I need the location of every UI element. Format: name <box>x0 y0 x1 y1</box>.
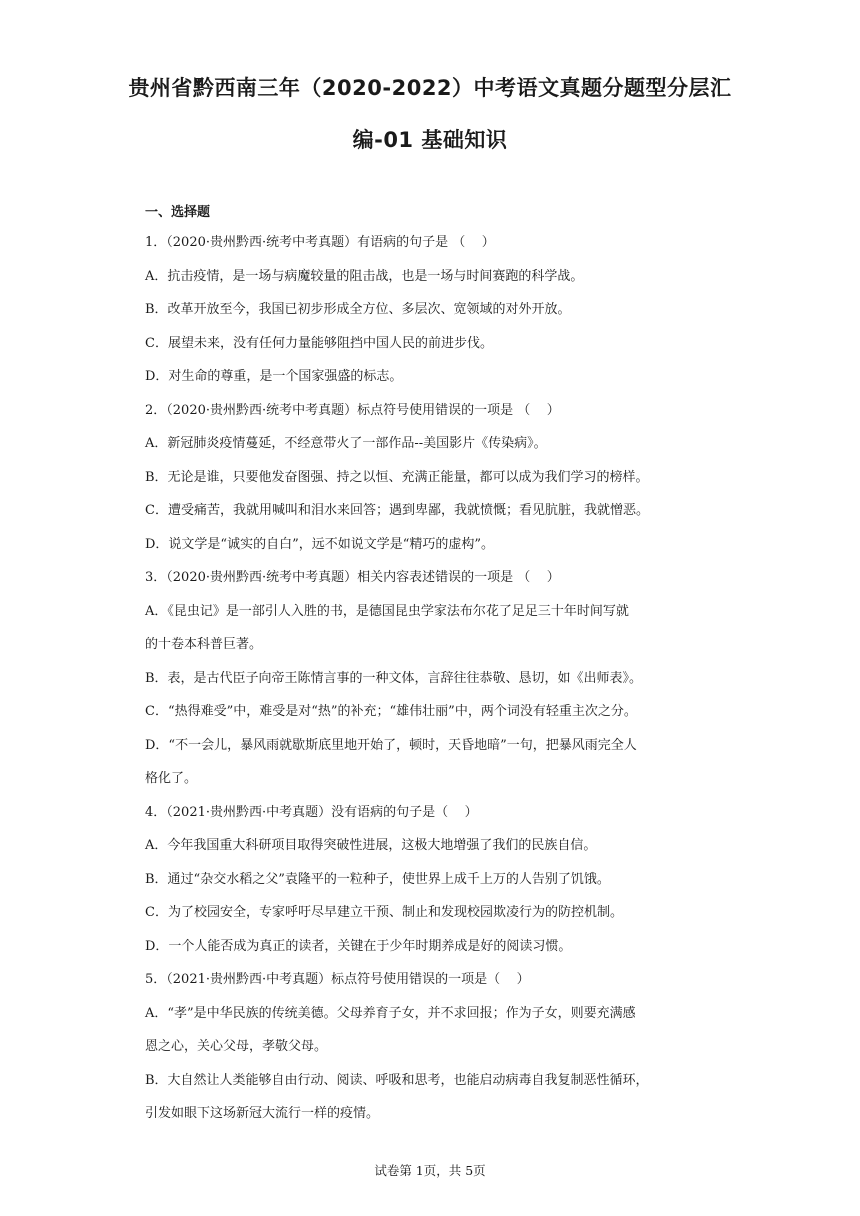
question-stem: 2．（2020·贵州黔西·统考中考真题）标点符号使用错误的一项是 （ ） <box>145 402 560 418</box>
option-b: B．无论是谁，只要他发奋图强、持之以恒、充满正能量，都可以成为我们学习的榜样。 <box>145 469 649 485</box>
option-a: A．今年我国重大科研项目取得突破性进展，这极大地增强了我们的民族自信。 <box>145 838 597 853</box>
option-d-continued: 格化了。 <box>145 771 198 786</box>
title-line-1: 贵州省黔西南三年（2020-2022）中考语文真题分题型分层汇 <box>128 76 732 100</box>
option-b: B．表，是古代臣子向帝王陈情言事的一种文体，言辞往往恭敬、恳切，如《出师表》。 <box>145 670 643 686</box>
option-b: B．通过“杂交水稻之父”袁隆平的一粒种子，使世界上成千上万的人告别了饥饿。 <box>145 871 610 887</box>
question-4 <box>145 796 725 964</box>
option-a-continued: 的十卷本科普巨著。 <box>145 637 263 652</box>
question-1 <box>145 226 725 394</box>
option-b-continued: 引发如眼下这场新冠大流行一样的疫情。 <box>145 1106 380 1121</box>
option-c: C．“热得难受”中，难受是对“热”的补充；“雄伟壮丽”中，两个词没有轻重主次之分。 <box>145 704 637 719</box>
page-footer: 试卷第 1页，共 5页 <box>374 1163 486 1178</box>
option-b: B．改革开放至今，我国已初步形成全方位、多层次、宽领域的对外开放。 <box>145 302 571 317</box>
option-b: B．大自然让人类能够自由行动、阅读、呼吸和思考，也能启动病毒自我复制恶性循环， <box>145 1072 649 1088</box>
question-stem: 4．（2021·贵州黔西·中考真题）没有语病的句子是（ ） <box>145 804 478 820</box>
option-a: A．“孝”是中华民族的传统美德。父母养育子女，并不求回报；作为子女，则要充满感 <box>145 1005 636 1021</box>
option-d: D．说文学是“诚实的自白”，远不如说文学是“精巧的虚构”。 <box>145 536 495 552</box>
question-stem: 1．（2020·贵州黔西·统考中考真题）有语病的句子是 （ ） <box>145 235 495 250</box>
title-line-2: 编-01 基础知识 <box>352 128 508 152</box>
option-a: A．抗击疫情，是一场与病魔较量的阻击战，也是一场与时间赛跑的科学战。 <box>145 268 584 284</box>
option-c: C．为了校园安全，专家呼吁尽早建立干预、制止和发现校园欺凌行为的防控机制。 <box>145 905 623 920</box>
question-stem: 5．（2021·贵州黔西·中考真题）标点符号使用错误的一项是（ ） <box>145 972 530 987</box>
document-title <box>90 62 770 166</box>
question-2 <box>145 394 725 562</box>
question-content <box>145 200 725 1131</box>
option-d: D．对生命的尊重，是一个国家强盛的标志。 <box>145 369 403 384</box>
option-a: A．《昆虫记》是一部引人入胜的书，是德国昆虫学家法布尔花了足足三十年时间写就 <box>145 603 629 619</box>
question-stem: 3．（2020·贵州黔西·统考中考真题）相关内容表述错误的一项是 （ ） <box>145 570 560 585</box>
option-d: D．“不一会儿，暴风雨就歇斯底里地开始了，顿时，天昏地暗”一句，把暴风雨完全人 <box>145 737 637 753</box>
option-a-continued: 恩之心，关心父母，孝敬父母。 <box>145 1039 328 1054</box>
question-5 <box>145 963 725 1131</box>
section-heading: 一、选择题 <box>145 205 211 220</box>
option-d: D．一个人能否成为真正的读者，关键在于少年时期养成是好的阅读习惯。 <box>145 938 572 954</box>
option-c: C．遭受痛苦，我就用喊叫和泪水来回答；遇到卑鄙，我就愤慨；看见肮脏，我就憎恶。 <box>145 503 649 518</box>
option-a: A．新冠肺炎疫情蔓延，不经意带火了一部作品--美国影片《传染病》。 <box>145 436 547 451</box>
question-3 <box>145 561 725 796</box>
option-c: C．展望未来，没有任何力量能够阻挡中国人民的前进步伐。 <box>145 335 493 351</box>
